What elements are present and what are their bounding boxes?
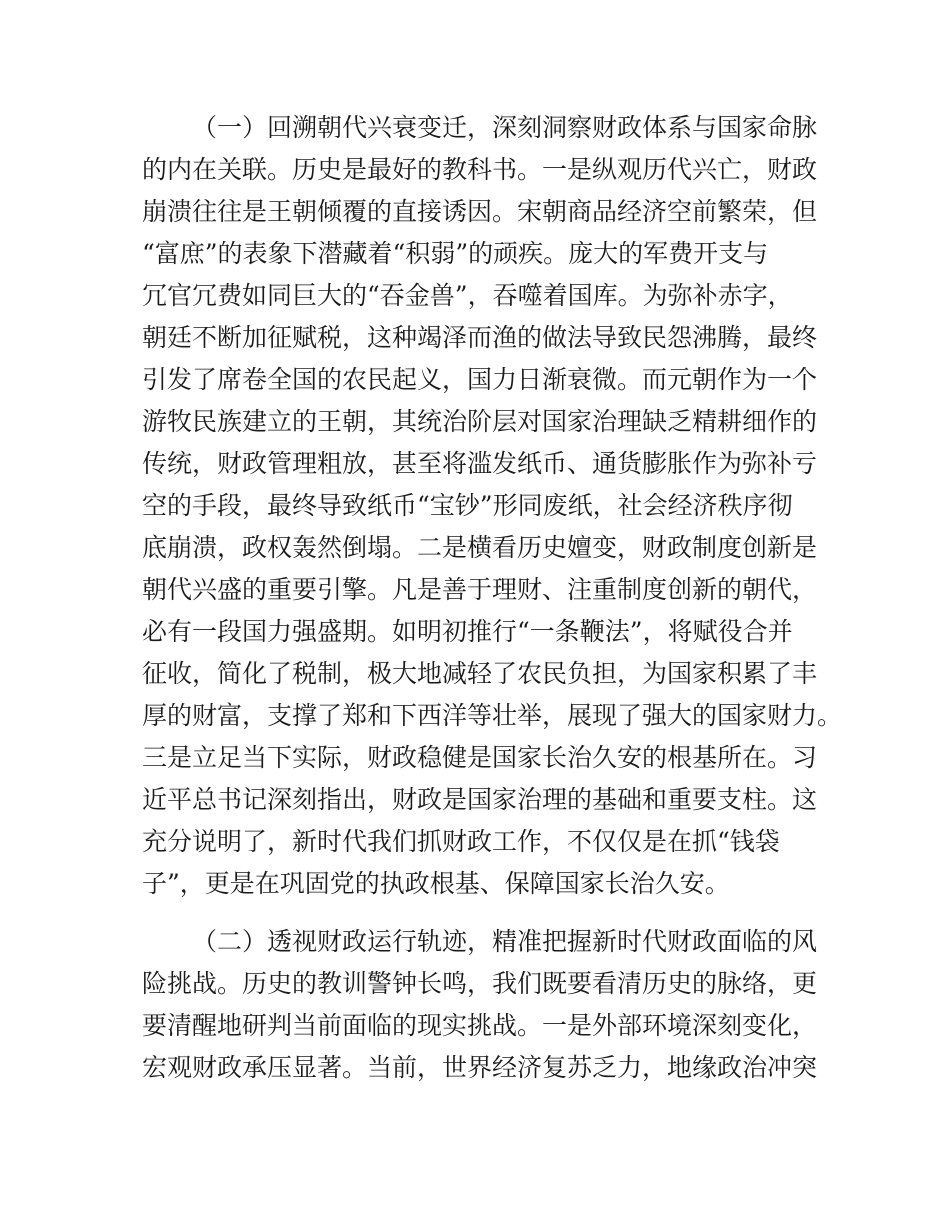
paragraph-1 [142,107,843,905]
text-line: 空的手段，最终导致纸币“宝钞”形同废纸，社会经济秩序彻 [142,491,793,520]
text-line: 游牧民族建立的王朝，其统治阶层对国家治理缺乏精耕细作的 [142,407,818,436]
text-line: （一）回溯朝代兴衰变迁，深刻洞察财政体系与国家命脉 [192,113,818,142]
text-line: 近平总书记深刻指出，财政是国家治理的基础和重要支柱。这 [142,785,818,814]
text-line: 三是立足当下实际，财政稳健是国家长治久安的根基所在。习 [142,743,818,772]
text-line: 朝廷不断加征赋税，这种竭泽而渔的做法导致民怨沸腾，最终 [142,323,818,352]
text-line: “富庶”的表象下潜藏着“积弱”的顽疾。庞大的军费开支与 [142,239,769,268]
text-line: 底崩溃，政权轰然倒塌。二是横看历史嬗变，财政制度创新是 [142,533,818,562]
text-line: 冗官冗费如同巨大的“吞金兽”，吞噬着国库。为弥补赤字， [142,281,793,310]
text-line: 要清醒地研判当前面临的现实挑战。一是外部环境深刻变化， [142,1011,818,1040]
text-line: （二）透视财政运行轨迹，精准把握新时代财政面临的风 [192,927,818,956]
text-line: 子”，更是在巩固党的执政根基、保障国家长治久安。 [142,869,730,898]
text-line: 的内在关联。历史是最好的教科书。一是纵观历代兴亡，财政 [142,155,818,184]
text-line: 引发了席卷全国的农民起义，国力日渐衰微。而元朝作为一个 [142,365,818,394]
text-line: 充分说明了，新时代我们抓财政工作，不仅仅是在抓“钱袋 [142,827,780,856]
text-line: 崩溃往往是王朝倾覆的直接诱因。宋朝商品经济空前繁荣，但 [142,197,818,226]
text-line: 朝代兴盛的重要引擎。凡是善于理财、注重制度创新的朝代， [142,575,818,604]
text-line: 必有一段国力强盛期。如明初推行“一条鞭法”，将赋役合并 [142,617,793,646]
paragraph-2 [142,921,822,1089]
text-line: 险挑战。历史的教训警钟长鸣，我们既要看清历史的脉络，更 [142,969,818,998]
text-line: 厚的财富，支撑了郑和下西洋等壮举，展现了强大的国家财力。 [142,701,843,730]
text-line: 传统，财政管理粗放，甚至将滥发纸币、通货膨胀作为弥补亏 [142,449,818,478]
text-line: 宏观财政承压显著。当前，世界经济复苏乏力，地缘政治冲突 [142,1053,818,1082]
text-line: 征收，简化了税制，极大地减轻了农民负担，为国家积累了丰 [142,659,818,688]
